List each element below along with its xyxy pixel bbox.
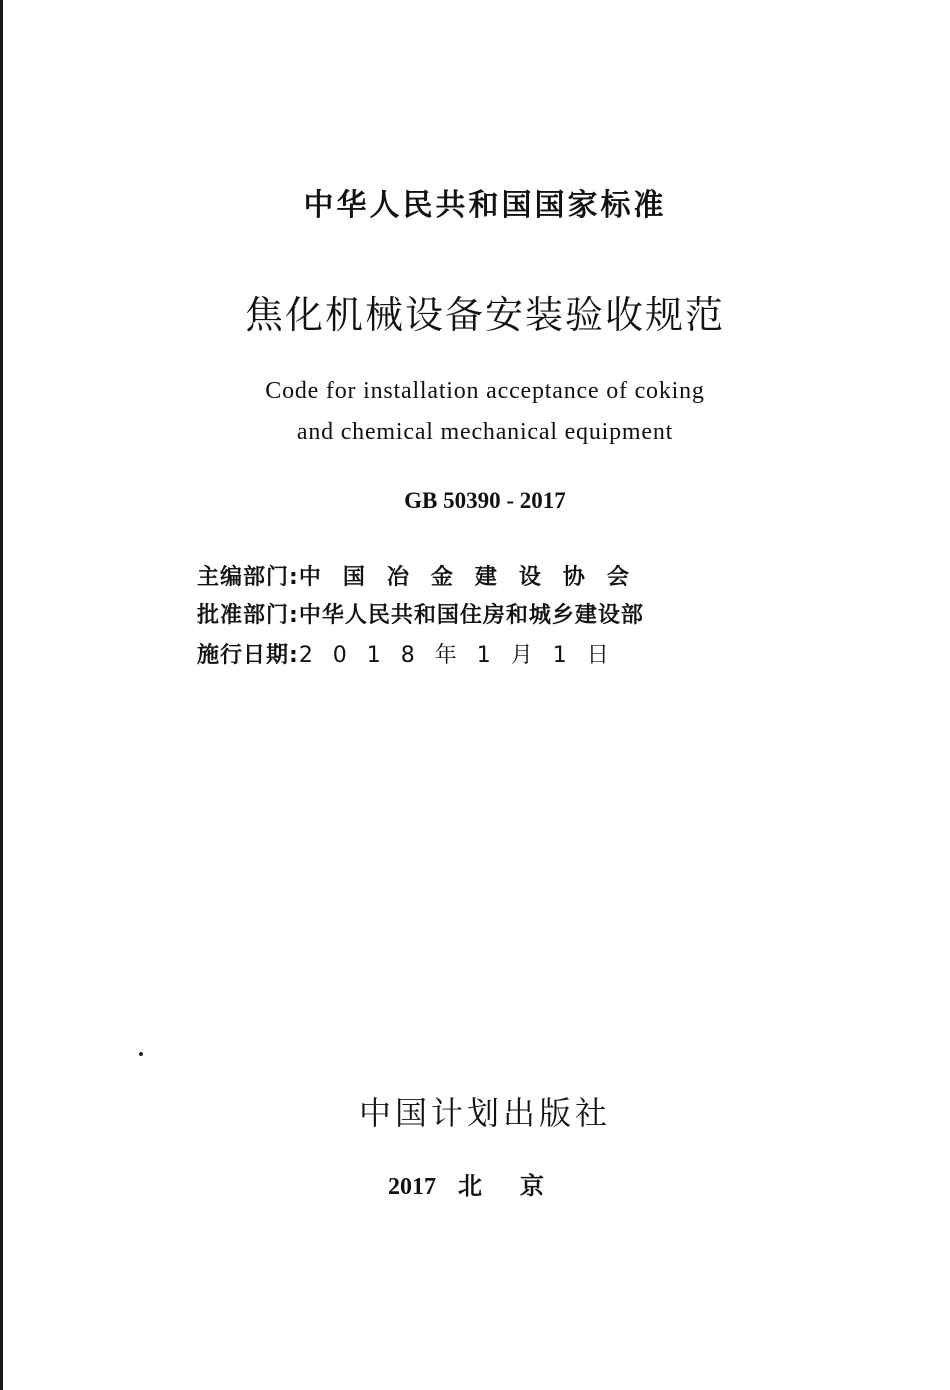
series-title: 中华人民共和国国家标准 (303, 188, 667, 223)
effective-date-row (197, 638, 727, 669)
english-title-line-1: Code for installation acceptance of coking (265, 378, 705, 404)
main-title: 焦化机械设备安装验收规范 (244, 293, 725, 337)
speck-dot (139, 1052, 143, 1056)
approver-row (197, 598, 727, 629)
editor-label: 主编部门: (197, 565, 299, 590)
publication-year: 2017 (388, 1174, 436, 1200)
publisher-name: 中国计划出版社 (358, 1094, 611, 1132)
approver-label: 批准部门: (197, 603, 299, 628)
effective-date-value: 2018年1月1日 (298, 643, 629, 668)
editor-row (197, 560, 727, 591)
standard-code: GB 50390 - 2017 (404, 488, 566, 513)
english-title-line-2: and chemical mechanical equipment (296, 419, 674, 445)
effective-date-label: 施行日期: (197, 643, 299, 668)
publication-city: 北京 (458, 1172, 582, 1200)
publication-place (0, 1166, 950, 1201)
approver-value: 中华人民共和国住房和城乡建设部 (298, 603, 644, 628)
editor-value: 中国冶金建设协会 (298, 565, 651, 590)
